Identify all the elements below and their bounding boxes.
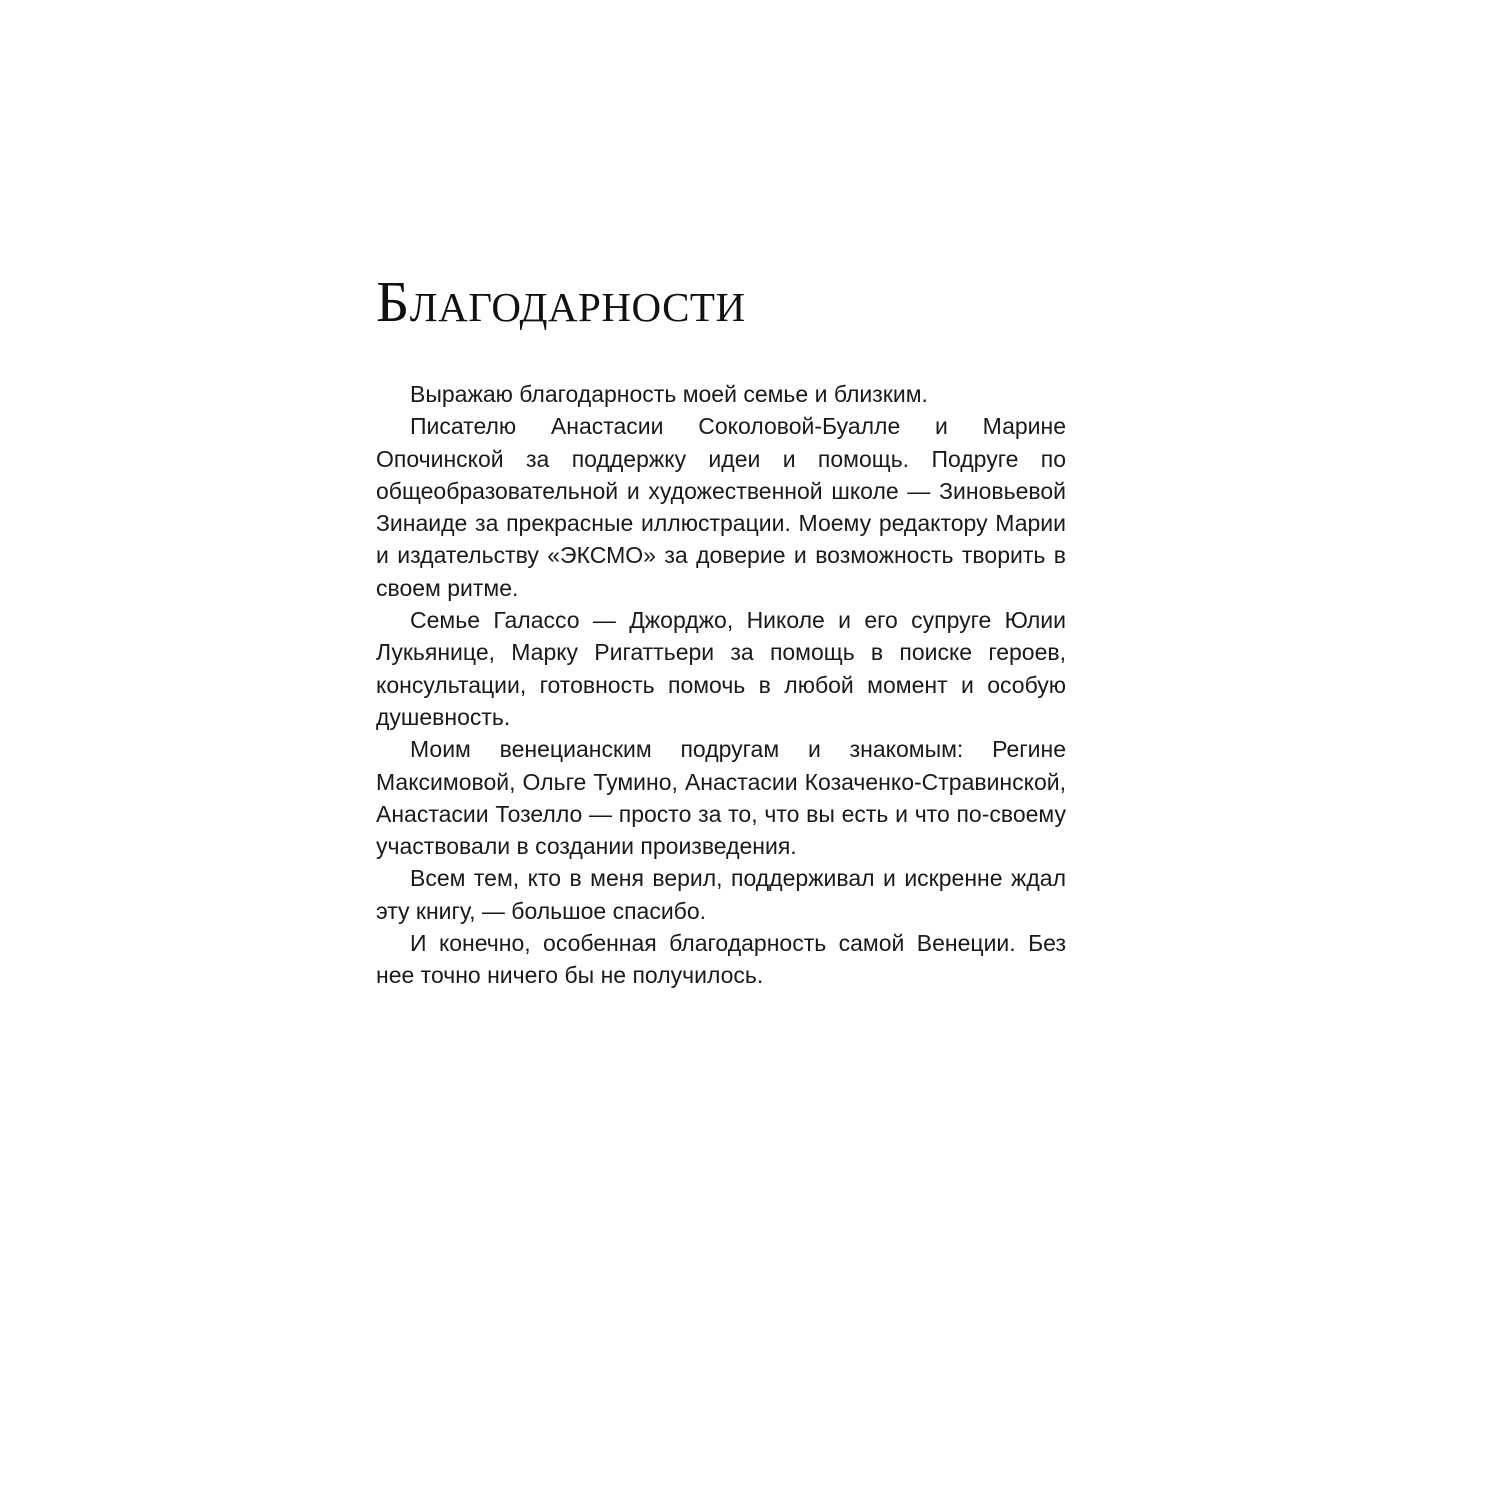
page-title: Благодарности [376,269,746,334]
paragraph-supporters: Всем тем, кто в меня верил, поддерживал и искренне ждал эту книгу, — большое спасибо. [376,865,1066,924]
paragraph-writers-and-publisher: Писателю Анастасии Соколовой-Буалле и Марине Опочинской за поддержку идеи и помощь. Подруге по общеобразовательной и художественной школе — Зиновьевой Зинаиде за прекрасные иллюстрации. Моему редактору Марии и издательству «ЭКСМО» за доверие и возможность творить в своем ритме. [376,413,1066,601]
paragraph-galasso-family: Семье Галассо — Джорджо, Николе и его супруге Юлии Лукьянице, Марку Ригаттьери за помощь в поиске героев, консультации, готовность помочь в любой момент и особую душевность. [376,607,1066,730]
paragraph-venice: И конечно, особенная благодарность самой Венеции. Без нее точно ничего бы не получилось. [376,930,1066,989]
paragraph-family: Выражаю благодарность моей семье и близким. [410,381,928,407]
paragraph-venetian-friends: Моим венецианским подругам и знакомым: Регине Максимовой, Ольге Тумино, Анастасии Козаченко-Стравинской, Анастасии Тозелло — просто за то, что вы есть и что по-своему участвовали в создании произведения. [376,736,1066,860]
acknowledgements-text [376,378,1066,992]
